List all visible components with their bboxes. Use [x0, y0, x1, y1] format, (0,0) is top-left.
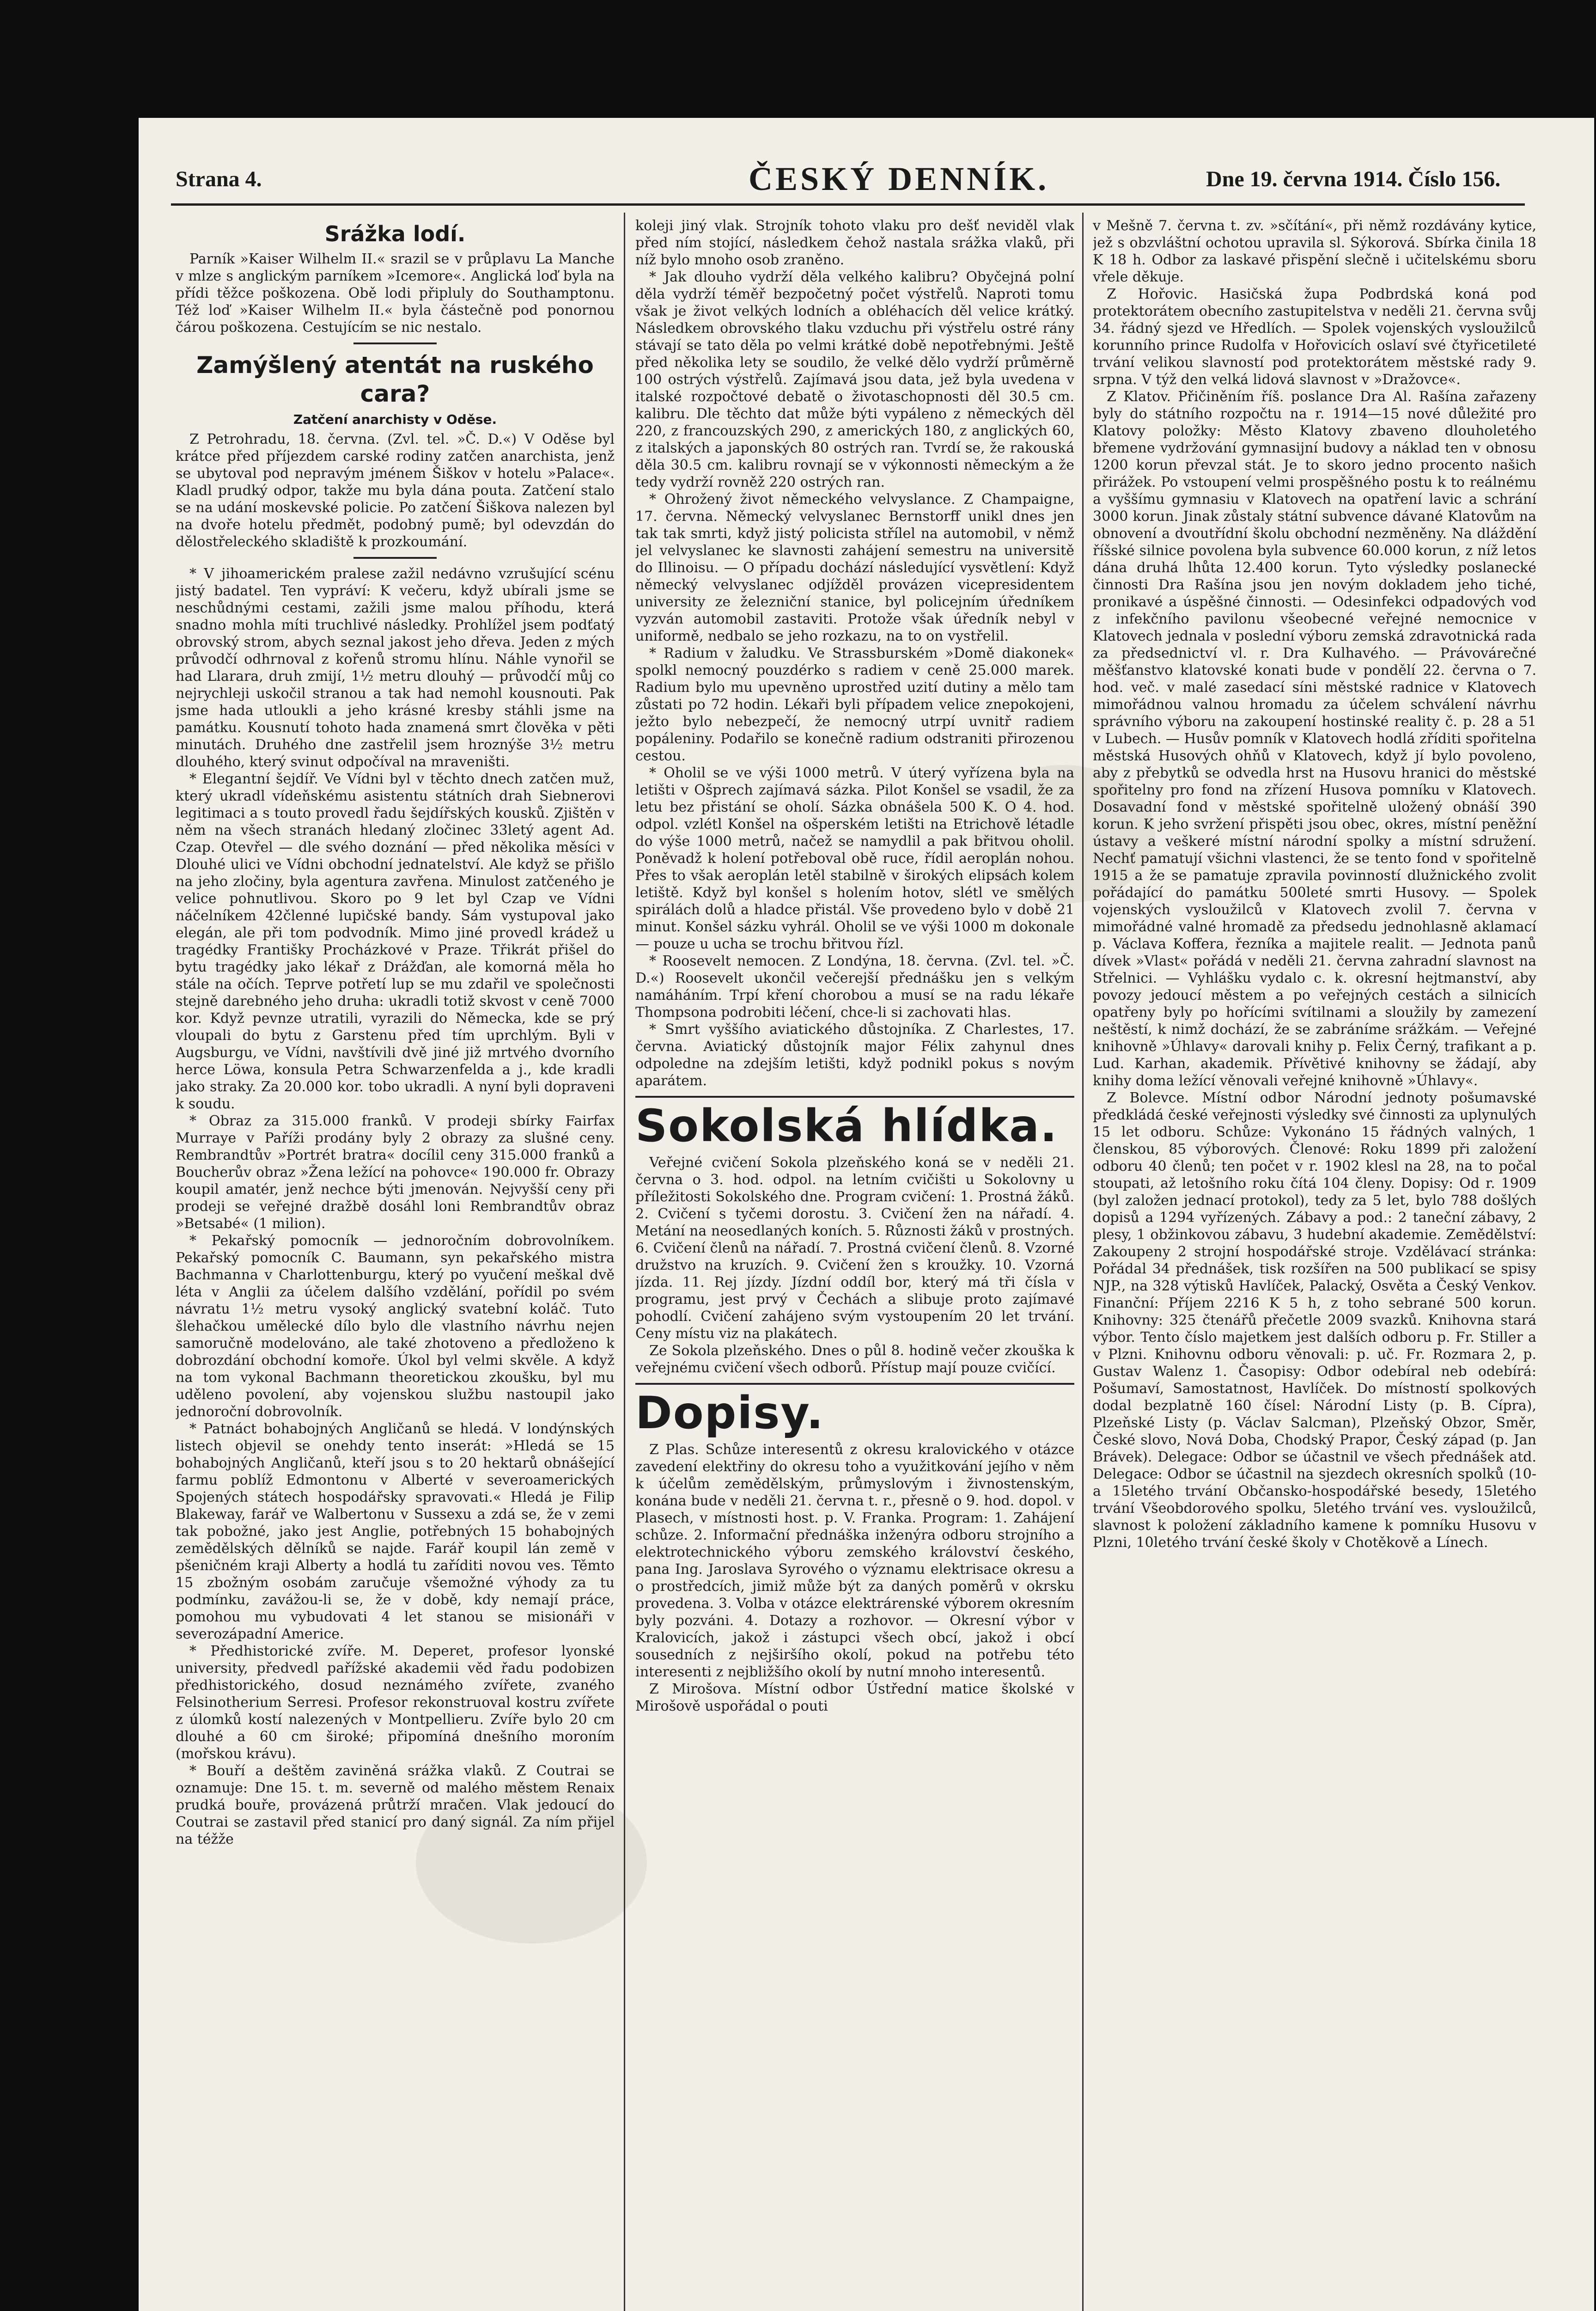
- article-roosevelt: * Roosevelt nemocen. Z Londýna, 18. června. (Zvl. tel. »Č. D.«) Roosevelt ukončil večerejší přednášku jen s velkým namáháním. Trpí kření chorobou a musí se na radu lékaře Thompsona podrobiti léčení, chce-li si zachovati hlas.: [635, 953, 1074, 1021]
- article-radium: * Radium v žaludku. Ve Strassburském »Domě diakonek« spolkl nemocný pouzdérko s radiem v ceně 25.000 marek. Radium bylo mu upevněno uprostřed uzití dutiny a mělo tam zůstati po 72 hodin. Lékaři byli případem velice znepokojeni, ježto bylo nebezpečí, že nemocný utrpí uvnitř radiem popáleniny. Podařilo se konečně radium odstraniti přirozenou cestou.: [635, 645, 1074, 764]
- article-continuation: koleji jiný vlak. Strojník tohoto vlaku pro dešť neviděl vlak před ním stojící, následkem čehož nastala srážka vlaků, při níž bylo mnoho osob zraněno.: [635, 218, 1074, 268]
- article-oholil: * Oholil se ve výši 1000 metrů. V úterý vyřízena byla na letišti v Ošprech zajímavá sázka. Pilot Konšel se vsadil, že za letu bez přistání se oholí. Sázka obnášela 500 K. O 4. hod. odpol. vzlétl Konšel na ošperském letišti na Etrichově létadle do výše 1000 metrů, načež se namydlil a pak břitvou oholil. Poněvadž k holení potřeboval obě ruce, řídil aeroplán nohou. Přes to však aeroplán letěl stabilně v širokých elipsách kolem letiště. Když byl konšel s holením hotov, slétl ve smělých spirálách dolů a hladce přistál. Vše provedeno bylo v době 21 minut. Konšel sázku vyhrál. Oholil se ve výši 1000 m dokonale — pouze u ucha se trochu břitvou řízl.: [635, 765, 1074, 952]
- article-continuation: v Mešně 7. června t. zv. »sčítání«, při němž rozdávány kytice, jež s obzvláštní ochotou upravila sl. Sýkorová. Sbírka činila 18 K 18 h. Odbor za laskavé přispění slečně i učitelskému sboru vřele děkuje.: [1093, 218, 1536, 285]
- article-dustojnik: * Smrt vyššího aviatického důstojníka. Z Charlestes, 17. června. Aviatický důstojník major Félix zahynul dnes odpoledne na zdejším letišti, když podnikl pokus s novým aparátem.: [635, 1021, 1074, 1089]
- article-srazka: Parník »Kaiser Wilhelm II.« srazil se v průplavu La Manche v mlze s anglickým parníkem »Icemore«. Anglická loď byla na přídi těžce poškozena. Obě lodi připluly do Southamptonu. Též loď »Kaiser Wilhelm II.« byla částečně pod ponornou čárou poškozena. Cestujícím se nic nestalo.: [176, 251, 615, 336]
- article-vyslanec: * Ohrožený život německého velvyslance. Z Champaigne, 17. června. Německý velvyslanec Bernstorff unikl dnes jen tak tak smrti, když jistý policista střílel na automobil, v němž jel velvyslanec ke slavnosti zahájení semestru na universitě do Illinoisu. — O případu dochází následující vysvětlení: Když německý velvyslanec odjížděl provázen vicepresidentem university ze železniční stanice, byl policejním úředníkem vyzván automobil zastaviti. Protože však úředník nebyl v uniformě, nedbalo se jeho rozkazu, na to on vystřelil.: [635, 491, 1074, 644]
- masthead-title: ČESKÝ DENNÍK.: [749, 160, 1049, 197]
- article-bourr: * Bouří a deštěm zaviněná srážka vlaků. Z Coutrai se oznamuje: Dne 15. t. m. severně od malého městem Renaix prudká bouře, provázená průtrží mračen. Vlak jedoucí do Coutrai se zastavil před stanicí pro daný signál. Za ním přijel na téžže: [176, 1763, 615, 1847]
- section-title-dopisy: Dopisy.: [635, 1387, 824, 1439]
- article-mirosov: Z Mirošova. Místní odbor Ústřední matice školské v Mirošově uspořádal o pouti: [635, 1681, 1074, 1714]
- column-2: [635, 217, 1074, 2311]
- header-rule: [171, 203, 1525, 206]
- separator: [353, 342, 437, 344]
- column-3: [1093, 217, 1536, 2311]
- article-obraz: * Obraz za 315.000 franků. V prodeji sbírky Fairfax Murraye v Paříži prodány byly 2 obrazy za slušné ceny. Rembrandtův »Portrét bratra« docílil ceny 315.000 franků a Boucherův obraz »Žena ležící na pohovce« 190.000 fr. Obrazy koupil amatér, jenž nechce býti jmenován. Nejvyšší ceny při prodeji se veřejné dražbě dosáhl loni Rembrandtův obraz »Betsabé« (1 milion).: [176, 1113, 615, 1232]
- article-klatov: Z Klatov. Přičiněním říš. poslance Dra Al. Rašína zařazeny byly do státního rozpočtu na r. 1914—15 nové důležité pro Klatovy položky: Město Klatovy zbaveno dlouholetého břemene vydržování gymnasijní budovy a náklad ten v obnosu 1200 korun převzal stát. Je to skoro jedno procento našich přirážek. Po vstoupení velmi prospěšného postu k to reálnému a vyššímu gymnasiu v Klatovech na opatření lavic a schrání 3000 korun. Jinak zůstaly státní subvence dávané Klatovům na obnovení a dvoutřídní školu obchodní nezměněny. Na dláždění říšské silnice povolena byla subvence 60.000 korun, z níž letos dána druhá lhůta 12.400 korun. Tyto výsledky poslanecké činnosti Dra Rašína jsou jen novým dokladem jeho tiché, pronikavé a úspěšné činnosti. — Odesinfekci odpadových vod z infekčního pavilonu všeobecné veřejné nemocnice v Klatovech jednala v poslední výboru zemská zdravotnická rada za předsednictví vl. r. Dra Kulhavého. — Právovárečné měšťanstvo klatovské konati bude v pondělí 22. června o 7. hod. več. v malé zasedací síni městské radnice v Klatovech mimořádnou valnou hromadu za účelem schválení návrhu správního výboru na zakoupení hostinské reality č. p. 28 a 51 v Lubech. — Husův pomník v Klatovech hodlá zříditi spořitelna městská Husových ohňů v Klatovech, když jí bylo povoleno, aby z přebytků se odvedla hrst na Husovu hranici do městské spořitelny pro fond na zřízení Husova pomníku v Klatovech. Dosavadní fond v městské spořitelně uložený obnáší 390 korun. K jeho svržení přispěti jsou obec, okres, místní peněžní ústavy a veškeré místní národní spolky a místní sdružení. Nechť pamatují všichni vlastenci, že se tento fond v spořitelně 1915 a že se pamatuje zpravila povinností dlužnického zvolit pořádající do památku 500leté smrti Husovy. — Spolek vojenských vysloužilců v Klatovech zvolil 7. června v mimořádné valné hromadě za předsedu jednohlasně aklamací p. Václava Koffera, řezníka a majitele realit. — Jednota panů dívek »Vlast« pořádá v neděli 21. června zahradní slavnost na Střelnici. — Vyhlášku vydalo c. k. okresní hejtmanství, aby povozy jedoucí městem a po veřejných cestách a silnicích opatřeny byly po hořícími svítilnami a sloužily by zamezení neštěstí, k nimž dochází, že se zabráníme srážkám. — Veřejné knihovně »Úhlavy« darovali knihy p. Felix Černý, trafikant a p. Lud. Karhan, akademik. Přívětivé knihovny se žádají, aby knihy doma ležící věnovali veřejné knihovně »Úhlavy«.: [1093, 389, 1536, 1089]
- article-anglicane: * Patnáct bohabojných Angličanů se hledá. V londýnských listech objevil se onehdy tento inserát: »Hledá se 15 bohabojných Angličanů, kteří jsou s to 20 hektarů obnášející farmu poblíž Edmontonu v Alberté v severoamerických Spojených státech hospodářsky spravovati.« Hledá je Filip Blakeway, farář ve Walbertonu v Sussexu a zdá se, že v zemi tak pobožné, jako jest Anglie, potřebných 15 bohabojných zemědělských dělníků se najde. Farář koupil lán země v pšeničném kraji Alberty a hodlá tu zaříditi novou ves. Těmto 15 zbožným osobám zaručuje všemožné výhody za tu podmínku, zavážou-li se, že v době, kdy nemají práce, pomohou mu vybudovati 4 let stanou se misionáři v severozápadní Americe.: [176, 1421, 615, 1642]
- separator: [353, 557, 437, 559]
- page-header: [139, 157, 1520, 208]
- article-bolevec: Z Bolevce. Místní odbor Národní jednoty pošumavské předkládá české veřejnosti výsledky své činnosti za uplynulých 15 let odboru. Schůze: Vykonáno 15 řádných valných, 1 členskou, 85 výborových. Členové: Roku 1899 při založení odboru 40 členů; ten počet v r. 1902 klesl na 28, na to počal stoupati, až letošního roku čítá 104 členy. Dopisy: Od r. 1909 (byl založen jednací protokol), tedy za 5 let, bylo 788 došlých dopisů a 1294 vyřízených. Zábavy a pod.: 2 taneční zábavy, 2 plesy, 1 obžinkovou zábavu, 3 hudební akademie. Zemědělství: Zakoupeny 2 strojní hospodářské stroje. Vzdělávací stránka: Pořádal 34 přednášek, tisk rozšířen na 500 publikací se spisy NJP., na 328 výtisků Havlíček, Palacký, Osvěta a Český Venkov. Finanční: Příjem 2216 K 5 h, z toho sebrané 500 korun. Knihovny: 325 čtenářů přečetle 2009 svazků. Knihovna stará výbor. Tento číslo majetkem jest dalších odboru p. Fr. Stiller a v Plzni. Knihovnu odboru věnovali: p. uč. Fr. Rozmara 2, p. Gustav Walenz 1. Časopisy: Odbor odebíral neb odebírá: Pošumaví, Samostatnost, Havlíček. Do místností spolkových dodal bezplatně 160 čísel: Národní Listy (p. B. Cípra), Plzeňské Listy (p. Václav Salcman), Plzeňský Obzor, Směr, České slovo, Nová Doba, Chodský Prapor, Český západ (p. Jan Brávek). Delegace: Odbor se účastnil ve všech přednášek atd. Delegace: Odbor se účastnil na sjezdech okresních spolků (10- a 15letého trvání Občansko-hospodářské besedy, 15letého trvání Všeobdorového spolku, 5letého trvání ves. vysloužilců, slavnost k položení základního kamene k pomníku Husovu v Plzni, 10letého trvání české školy v Chotěkově a Línech.: [1093, 1090, 1536, 1551]
- section-rule: [635, 1096, 1074, 1098]
- article-plas: Z Plas. Schůze interesentů z okresu kralovického v otázce zavedení elektřiny do okresu toho a využitkování jejího v něm k účelům zemědělským, průmyslovým i živnostenským, konána bude v neděli 21. června t. r., přesně o 9. hod. dopol. v Plasech, v místnosti host. p. V. Franka. Program: 1. Zahájení schůze. 2. Informační přednáška inženýra odboru strojního a elektrotechnického výboru zemského království českého, pana Ing. Jaroslava Syrového o významu elektrisace okresu a o prostředcích, jimiž může být za daných poměrů v okrsku provedena. 3. Volba v otázce elektrárenské výborem okresním byly pozváni. 4. Dotazy a rozhovor. — Okresní výbor v Kralovicích, jakož i zástupci všech obcí, jakož i obcí sousedních z nejširšího okolí, pokud na potřebu této interesenti z nejbližšího okolí by nutní mnoho interesentů.: [635, 1442, 1074, 1680]
- article-atentat: Z Petrohradu, 18. června. (Zvl. tel. »Č. D.«) V Oděse byl krátce před příjezdem carské rodiny zatčen anarchista, jenž se ubytoval pod nepravým jménem Šiškov v hotelu »Palace«. Kladl prudký odpor, takže mu byla dána pouta. Zatčení stalo se na udání moskevské policie. Po zatčení Šiškova nalezen byl na dvoře hotelu předmět, podobný pumě; byl odevzdán do dělostřeleckého skladiště k prozkoumání.: [176, 431, 615, 550]
- subheadline-atentat: Zatčení anarchisty v Oděse.: [293, 412, 497, 427]
- article-zvire: * Předhistorické zvíře. M. Deperet, profesor lyonské university, předvedl pařížské akademii věd řadu podobizen předhistorického, dosud neznámého zvířete, zvaného Felsinotherium Serresi. Profesor rekonstruoval kostru zvířete z úlomků kostí nalezených v Montpellieru. Zvíře bylo 20 cm dlouhé a 60 cm široké; připomíná dnešního moroním (mořskou krávu).: [176, 1643, 615, 1762]
- article-sokol-2: Ze Sokola plzeňského. Dnes o půl 8. hodině večer zkouška k veřejnému cvičení všech odborů. Přístup mají pouze cvičící.: [635, 1343, 1074, 1376]
- article-sokol-1: Veřejné cvičení Sokola plzeňského koná se v neděli 21. června o 3. hod. odpol. na letním cvičišti u Sokolovny u příležitosti Sokolského dne. Program cvičení: 1. Prostná žáků. 2. Cvičení s tyčemi dorostu. 3. Cvičení žen na nářadí. 4. Metání na neosedlaných koních. 5. Různosti žáků v prostných. 6. Cvičení členů na nářadí. 7. Prostná cvičení členů. 8. Vzorné družstvo na kruzích. 9. Cvičení žen s kroužky. 10. Vzorná jízda. 11. Rej jízdy. Jízdní oddíl bor, který má tři čísla v programu, jest prvý v Čechách a slibuje proto zajímavé pohodlí. Cvičení zahájeno svým vystoupením 20 let trvání. Ceny místu viz na plakátech.: [635, 1155, 1074, 1342]
- article-horovic: Z Hořovic. Hasičská župa Podbrdská koná pod protektorátem obecního zastupitelstva v neděli 21. června svůj 34. řádný sjezd ve Hředlích. — Spolek vojenských vysloužilců korunního prince Rudolfa v Hořovicích oslaví své čtyřicetileté trvání velikou slavností pod protektorátem městské rady 9. srpna. V týž den velká lidová slavnost v »Dražovce«.: [1093, 286, 1536, 388]
- article-prales: * V jihoamerickém pralese zažil nedávno vzrušující scénu jistý badatel. Ten vypráví: K večeru, když ubírali jsme se neschůdnými cestami, zažili jsme malou příhodu, která snadno mohla míti truchlivé následky. Prohlížel jsem podťatý obrovský strom, abych seznal jakost jeho dřeva. Jeden z mých průvodčí odhrnoval z kořenů stromu hlínu. Náhle vynořil se had Llarara, druh zmijí, 1½ metru dlouhý — průvodčí můj co nejrychleji uskočil stranou a tak had nemohl kousnouti. Pak jsme hada utloukli a jeho krásné kresby stáhli jsme na památku. Kousnutí tohoto hada znamená smrt člověka v pěti minutách. Druhého dne zastřelil jsem hroznýše 3½ metru dlouhého, který svinut odpočíval na mraveništi.: [176, 566, 615, 770]
- page-number: Strana 4.: [176, 167, 262, 191]
- article-sejdir: * Elegantní šejdíř. Ve Vídni byl v těchto dnech zatčen muž, který ukradl vídeňskému asistentu státních drah Siebnerovi legitimaci a s touto provedl řadu šejdířských kousků. Zjištěn v něm na všech stranách hledaný zločinec 33letý agent Ad. Czap. Otevřel — dle svého doznání — před několika měsíci v Dlouhé ulici ve Vídni obchodní jednatelství. Ale když se přišlo na jeho zločiny, byla agentura zavřena. Minulost zatčeného je velice pohnutlivou. Skoro po 9 let byl Czap ve Vídni náčelníkem 42členné lupičské bandy. Sám vystupoval jako elegán, ale při tom podvodník. Mimo jiné provedl krádež u tragédky Františky Procházkové v Praze. Třikrát přišel do bytu tragédky jako lékař z Drážďan, ale komorná měla ho stále na očích. Teprve potřetí lup se mu zdařil ve společnosti stejně darebného jeho druha: ukradli totiž skvost v ceně 7000 kor. Když pevnze utratili, vyrazili do Německa, kde se prý vloupali do bytu z Garstenu před tím uprchlým. Byli v Augsburgu, ve Vídni, navštívili dvě jiné již mrtvého dvorního herce Löwa, konsula Petra Schwarzenfelda a j., kde kradli jako straky. Za 20.000 kor. tobo ukradli. A nyní byli dopraveni k soudu.: [176, 771, 615, 1112]
- column-divider: [624, 213, 625, 2311]
- headline-atentat: Zamýšlený atentát na ruského cara?: [196, 352, 594, 407]
- section-title-sokolska: Sokolská hlídka.: [635, 1100, 1058, 1152]
- issue-date: Dne 19. června 1914. Číslo 156.: [1206, 167, 1501, 191]
- article-pekar: * Pekařský pomocník — jednoročním dobrovolníkem. Pekařský pomocník C. Baumann, syn pekařského mistra Bachmanna v Charlottenburgu, který po vyučení meškal dvě léta v Anglii za účelem dalšího vzdělání, pořídil po svém návratu 1½ metru vysoký anglický svatební koláč. Tuto šlehačkou umělecké dílo bylo dle vlastního návrhu nejen samoručně modelováno, ale také zhotoveno a předloženo k dobrozdání obchodní komoře. Úkol byl velmi skvěle. A když na tom vykonal Bachmann theoretickou zkoušku, byl mu uděleno povolení, aby vojenskou službu nastoupil jako jednoroční dobrovolník.: [176, 1233, 615, 1420]
- headline-srazka: Srážka lodí.: [324, 221, 466, 246]
- column-divider: [1082, 213, 1084, 2311]
- section-rule: [635, 1383, 1074, 1385]
- column-1: [176, 217, 615, 2311]
- article-dela: * Jak dlouho vydrží děla velkého kalibru? Obyčejná polní děla vydrží téměř bezpočetný počet výstřelů. Naproti tomu však je život velkých lodních a obléhacích děl velice krátký. Následkem obrovského tlaku vzduchu při výstřelu ostré rány stávají se tato děla po velmi krátké době nepotřebnými. Ještě před několika lety se soudilo, že velké dělo vydrží průměrně 100 ostrých výstřelů. Zajímavá jsou data, jež byla uvedena v italské rozpočtové debatě o životaschopnosti děl 30.5 cm. kalibru. Dle těchto dat může býti vypáleno z německých děl 220, z francouzských 290, z amerických 180, z anglických 60, z italských a japonských 80 ostrých ran. Tvrdí se, že rakouská děla 30.5 cm. kalibru rovnají se v výkonnosti německým a že tedy vydrží rovněž 220 ostrých ran.: [635, 269, 1074, 490]
- newspaper-page: [139, 118, 1594, 2311]
